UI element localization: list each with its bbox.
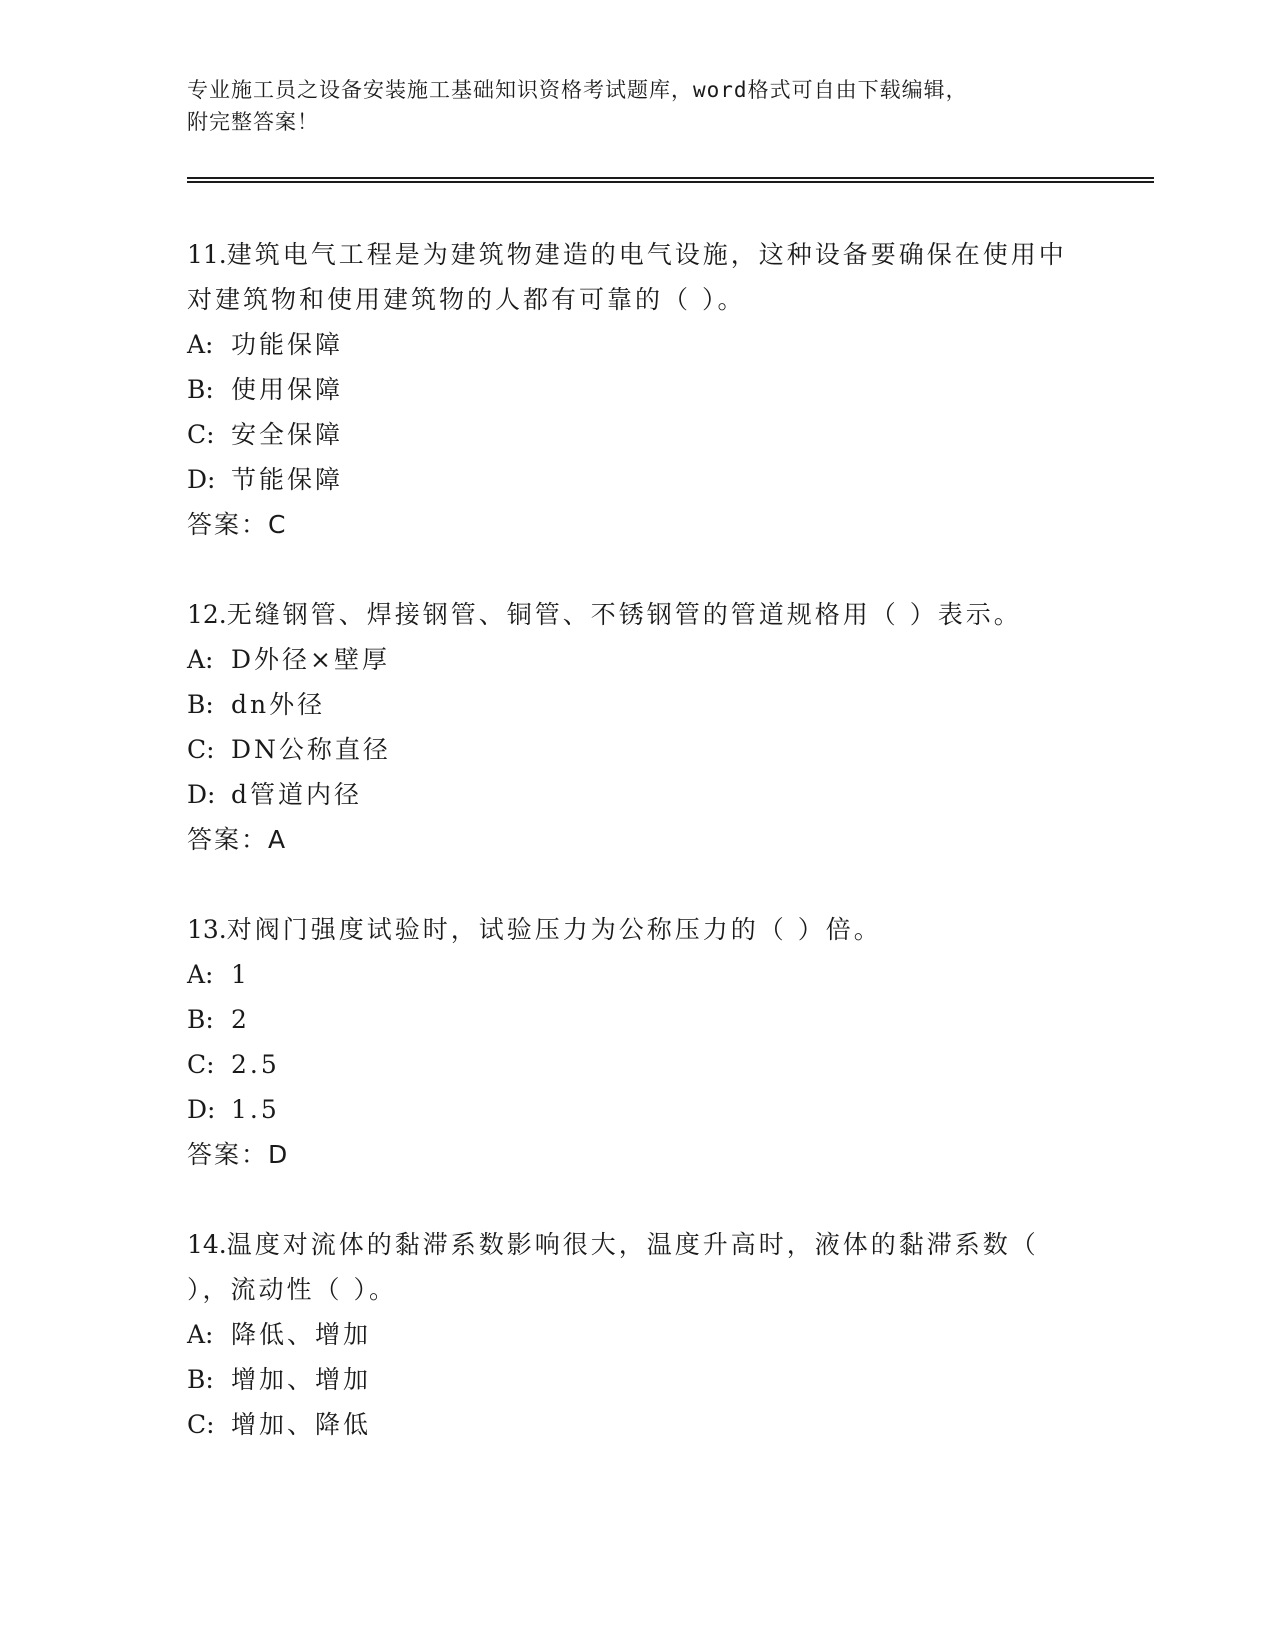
option-text: 1.5 <box>231 1095 280 1124</box>
option-key: B: <box>187 690 214 719</box>
question-11 <box>187 232 1087 547</box>
option-key: B: <box>187 1005 214 1034</box>
option-c <box>187 1042 1087 1087</box>
option-key: A: <box>187 330 214 359</box>
question-12 <box>187 592 1087 862</box>
question-list <box>187 232 1087 1492</box>
option-b <box>187 682 1087 727</box>
option-b <box>187 1357 1087 1402</box>
option-key: C: <box>187 1410 215 1439</box>
option-key: A: <box>187 1320 214 1349</box>
question-13 <box>187 907 1087 1177</box>
question-number: 12. <box>187 600 227 629</box>
option-key: D: <box>187 1095 216 1124</box>
option-text: 增加、增加 <box>231 1365 372 1394</box>
question-stem <box>187 232 1087 322</box>
option-c <box>187 412 1087 457</box>
answer-line: 答案：C <box>187 510 288 539</box>
question-number: 11. <box>187 240 227 269</box>
question-number: 13. <box>187 915 227 944</box>
option-b <box>187 367 1087 412</box>
option-text: DN公称直径 <box>231 735 391 764</box>
question-text: 无缝钢管、焊接钢管、铜管、不锈钢管的管道规格用（ ）表示。 <box>226 600 1022 629</box>
question-number: 14. <box>187 1230 227 1259</box>
option-text: 增加、降低 <box>231 1410 372 1439</box>
option-a <box>187 952 1087 997</box>
option-c <box>187 727 1087 772</box>
document-header <box>187 74 1067 138</box>
option-d <box>187 1087 1087 1132</box>
option-d <box>187 457 1087 502</box>
option-text: 安全保障 <box>231 420 344 449</box>
header-divider-top <box>187 177 1154 179</box>
option-a <box>187 322 1087 367</box>
option-text: 功能保障 <box>231 330 344 359</box>
option-key: C: <box>187 420 215 449</box>
option-b <box>187 997 1087 1042</box>
option-key: B: <box>187 375 214 404</box>
option-text: 1 <box>231 960 250 989</box>
option-text: dn外径 <box>231 690 326 719</box>
option-key: C: <box>187 1050 215 1079</box>
option-a <box>187 1312 1087 1357</box>
option-text: D外径×壁厚 <box>231 645 390 674</box>
option-a <box>187 637 1087 682</box>
option-d <box>187 772 1087 817</box>
option-text: 节能保障 <box>231 465 344 494</box>
option-text: d管道内径 <box>231 780 363 809</box>
option-key: D: <box>187 465 216 494</box>
option-text: 2 <box>231 1005 250 1034</box>
option-c <box>187 1402 1087 1447</box>
question-stem <box>187 1222 1087 1312</box>
option-key: B: <box>187 1365 214 1394</box>
question-text: 对阀门强度试验时，试验压力为公称压力的（ ）倍。 <box>226 915 882 944</box>
option-key: D: <box>187 780 216 809</box>
question-text: 建筑电气工程是为建筑物建造的电气设施，这种设备要确保在使用中对建筑物和使用建筑物的人都有可靠的（ ）。 <box>187 240 1067 314</box>
option-key: C: <box>187 735 215 764</box>
header-line-1: 专业施工员之设备安装施工基础知识资格考试题库，word格式可自由下载编辑， <box>187 78 968 102</box>
question-14 <box>187 1222 1087 1447</box>
option-key: A: <box>187 960 214 989</box>
question-text: 温度对流体的黏滞系数影响很大，温度升高时，液体的黏滞系数（ ），流动性（ ）。 <box>187 1230 1039 1304</box>
answer-line: 答案：D <box>187 1140 290 1169</box>
header-divider-bottom <box>187 181 1154 183</box>
answer-line: 答案：A <box>187 825 288 854</box>
option-text: 2.5 <box>231 1050 280 1079</box>
question-stem <box>187 592 1087 637</box>
question-stem <box>187 907 1087 952</box>
option-key: A: <box>187 645 214 674</box>
header-line-2: 附完整答案！ <box>187 110 319 134</box>
option-text: 使用保障 <box>231 375 344 404</box>
option-text: 降低、增加 <box>231 1320 372 1349</box>
